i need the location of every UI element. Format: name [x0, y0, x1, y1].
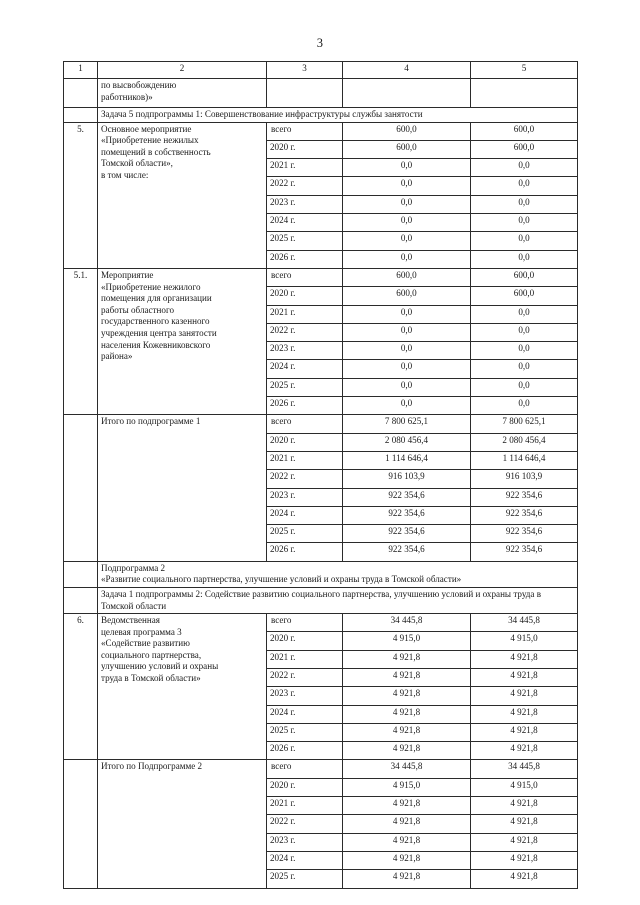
item5-period-label-6: 2025 г.	[267, 232, 343, 250]
total-sub2-title: Итого по Подпрограмме 2	[98, 760, 267, 888]
item6-title-line-2: целевая программа 3	[101, 626, 182, 637]
column-header-3: 3	[267, 62, 343, 79]
item6-col5-6: 4 921,8	[471, 723, 578, 741]
item6-col4-3: 4 921,8	[343, 668, 471, 686]
item5-1-title-line-8: района»	[101, 351, 133, 362]
total-sub1-col5-6: 922 354,6	[471, 525, 578, 543]
total-sub1-col4-0: 7 800 625,1	[343, 415, 471, 433]
item5-1-title-line-3: помещения для организации	[101, 293, 212, 304]
total-sub1-col4-2: 1 114 646,4	[343, 451, 471, 469]
item5-col5-3: 0,0	[471, 177, 578, 195]
item5-1-period-label-2: 2021 г.	[267, 305, 343, 323]
total-sub2-col5-2: 4 921,8	[471, 797, 578, 815]
item5-1-period-label-1: 2020 г.	[267, 287, 343, 305]
item5-1-title-line-5: государственного казенного	[101, 316, 210, 327]
row-number-empty	[64, 79, 98, 108]
table-row-task5-header	[64, 108, 578, 123]
continued-col3-empty	[267, 79, 343, 108]
item5-period-label-1: 2020 г.	[267, 140, 343, 158]
item6-col4-1: 4 915,0	[343, 632, 471, 650]
total-sub2-col4-0: 34 445,8	[343, 760, 471, 778]
column-header-1: 1	[64, 62, 98, 79]
item5-col5-0: 600,0	[471, 122, 578, 140]
item6-period-label-2: 2021 г.	[267, 650, 343, 668]
table-row-total-sub2-total	[64, 760, 578, 778]
item6-period-label-0: всего	[267, 614, 343, 632]
item5-1-col4-7: 0,0	[343, 397, 471, 415]
table-row-column-numbers	[64, 62, 578, 79]
subprogram2-header-text	[98, 561, 578, 587]
item6-title-line-3: «Содействие развитию	[101, 638, 190, 649]
item5-1-period-label-3: 2022 г.	[267, 323, 343, 341]
item6-title	[98, 614, 267, 760]
total-sub2-period-label-6: 2025 г.	[267, 870, 343, 888]
item5-1-number: 5.1.	[64, 268, 98, 414]
item5-1-col4-6: 0,0	[343, 378, 471, 396]
continued-text-cell	[98, 79, 267, 108]
item6-col4-6: 4 921,8	[343, 723, 471, 741]
total-sub2-period-label-0: всего	[267, 760, 343, 778]
item6-col4-2: 4 921,8	[343, 650, 471, 668]
item5-1-period-label-0: всего	[267, 268, 343, 286]
item5-1-col5-7: 0,0	[471, 397, 578, 415]
total-sub2-col5-3: 4 921,8	[471, 815, 578, 833]
item5-period-label-3: 2022 г.	[267, 177, 343, 195]
item5-1-title	[98, 268, 267, 414]
item6-period-label-6: 2025 г.	[267, 723, 343, 741]
column-header-4: 4	[343, 62, 471, 79]
continued-col4-empty	[343, 79, 471, 108]
item5-col5-7: 0,0	[471, 250, 578, 268]
item6-title-line-6: труда в Томской области»	[101, 673, 201, 684]
item5-title	[98, 122, 267, 268]
item6-period-label-7: 2026 г.	[267, 742, 343, 760]
task5-header-text: Задача 5 подпрограммы 1: Совершенствование инфраструктуры службы занятости	[98, 108, 578, 123]
total-sub2-col5-4: 4 921,8	[471, 833, 578, 851]
total-sub1-period-label-5: 2024 г.	[267, 506, 343, 524]
item5-title-line-5: в том числе:	[101, 169, 149, 180]
item6-col4-4: 4 921,8	[343, 687, 471, 705]
total-sub2-col4-2: 4 921,8	[343, 797, 471, 815]
item5-1-period-label-6: 2025 г.	[267, 378, 343, 396]
item6-col5-5: 4 921,8	[471, 705, 578, 723]
item5-1-period-label-5: 2024 г.	[267, 360, 343, 378]
total-sub1-period-label-7: 2026 г.	[267, 543, 343, 561]
item5-1-col4-4: 0,0	[343, 342, 471, 360]
item5-1-col5-4: 0,0	[471, 342, 578, 360]
item5-1-col5-2: 0,0	[471, 305, 578, 323]
total-sub1-col5-0: 7 800 625,1	[471, 415, 578, 433]
item5-title-line-4: Томской области»,	[101, 158, 173, 169]
total-sub2-col5-6: 4 921,8	[471, 870, 578, 888]
item5-period-label-2: 2021 г.	[267, 159, 343, 177]
item5-1-title-line-4: работы областного	[101, 304, 174, 315]
total-sub1-col5-1: 2 080 456,4	[471, 433, 578, 451]
item5-1-col4-2: 0,0	[343, 305, 471, 323]
item5-col4-1: 600,0	[343, 140, 471, 158]
item5-1-title-line-7: населения Кожевниковского	[101, 339, 211, 350]
item5-title-line-2: «Приобретение нежилых	[101, 135, 199, 146]
total-sub1-period-label-0: всего	[267, 415, 343, 433]
item6-period-label-3: 2022 г.	[267, 668, 343, 686]
item5-col5-4: 0,0	[471, 195, 578, 213]
item6-title-line-5: улучшению условий и охраны	[101, 661, 219, 672]
column-header-5: 5	[471, 62, 578, 79]
item5-col4-5: 0,0	[343, 214, 471, 232]
item6-number: 6.	[64, 614, 98, 760]
item5-1-col4-3: 0,0	[343, 323, 471, 341]
total-sub1-col5-3: 916 103,9	[471, 470, 578, 488]
total-sub1-col5-4: 922 354,6	[471, 488, 578, 506]
item5-1-period-label-4: 2023 г.	[267, 342, 343, 360]
item5-1-col5-6: 0,0	[471, 378, 578, 396]
total-sub2-col4-6: 4 921,8	[343, 870, 471, 888]
total-sub1-period-label-3: 2022 г.	[267, 470, 343, 488]
item6-title-line-4: социального партнерства,	[101, 649, 202, 660]
total-sub2-col4-3: 4 921,8	[343, 815, 471, 833]
item6-period-label-5: 2024 г.	[267, 705, 343, 723]
item5-1-col5-3: 0,0	[471, 323, 578, 341]
total-sub1-col5-2: 1 114 646,4	[471, 451, 578, 469]
item5-number: 5.	[64, 122, 98, 268]
total-sub2-number-empty	[64, 760, 98, 888]
item5-1-col5-5: 0,0	[471, 360, 578, 378]
item5-col4-2: 0,0	[343, 159, 471, 177]
item6-col5-3: 4 921,8	[471, 668, 578, 686]
item5-col4-7: 0,0	[343, 250, 471, 268]
total-sub2-period-label-4: 2023 г.	[267, 833, 343, 851]
total-sub2-col5-1: 4 915,0	[471, 778, 578, 796]
table-row-total-sub1-total	[64, 415, 578, 433]
total-sub2-col4-5: 4 921,8	[343, 851, 471, 869]
page-number: 3	[316, 36, 324, 50]
item5-1-col5-1: 600,0	[471, 287, 578, 305]
item5-title-line-3: помещений в собственность	[101, 146, 211, 157]
table-row-item5-1-total	[64, 268, 578, 286]
item5-col4-0: 600,0	[343, 122, 471, 140]
item6-col5-7: 4 921,8	[471, 742, 578, 760]
item6-col4-5: 4 921,8	[343, 705, 471, 723]
total-sub1-col5-5: 922 354,6	[471, 506, 578, 524]
item5-col4-6: 0,0	[343, 232, 471, 250]
task5-number-empty	[64, 108, 98, 123]
item5-period-label-4: 2023 г.	[267, 195, 343, 213]
task1-subprogram2-text: Задача 1 подпрограммы 2: Содействие развитию социального партнерства, улучшению условий и охраны труда в Томской области	[98, 587, 578, 613]
continued-text-line-2: работников)»	[101, 91, 153, 102]
subprogram2-header-line-2: «Развитие социального партнерства, улучшение условий и охраны труда в Томской области»	[101, 574, 462, 585]
item5-col5-2: 0,0	[471, 159, 578, 177]
table-row-item6-total	[64, 614, 578, 632]
table-row-continued-text	[64, 79, 578, 108]
item5-1-period-label-7: 2026 г.	[267, 397, 343, 415]
column-header-2: 2	[98, 62, 267, 79]
total-sub1-col4-7: 922 354,6	[343, 543, 471, 561]
total-sub1-period-label-6: 2025 г.	[267, 525, 343, 543]
item5-period-label-0: всего	[267, 122, 343, 140]
item5-col5-5: 0,0	[471, 214, 578, 232]
item5-1-col4-0: 600,0	[343, 268, 471, 286]
total-sub1-period-label-4: 2023 г.	[267, 488, 343, 506]
item5-col4-4: 0,0	[343, 195, 471, 213]
item6-col5-0: 34 445,8	[471, 614, 578, 632]
task1-sub2-number-empty	[64, 587, 98, 613]
table-row-task1-subprogram2	[64, 587, 578, 613]
total-sub1-col4-3: 916 103,9	[343, 470, 471, 488]
item5-period-label-7: 2026 г.	[267, 250, 343, 268]
total-sub1-col4-1: 2 080 456,4	[343, 433, 471, 451]
item6-col5-4: 4 921,8	[471, 687, 578, 705]
total-sub2-col4-4: 4 921,8	[343, 833, 471, 851]
item6-col5-1: 4 915,0	[471, 632, 578, 650]
item6-col4-0: 34 445,8	[343, 614, 471, 632]
continued-col5-empty	[471, 79, 578, 108]
budget-table	[63, 61, 578, 889]
item5-1-title-line-1: Мероприятие	[101, 269, 154, 280]
total-sub1-col5-7: 922 354,6	[471, 543, 578, 561]
item5-col4-3: 0,0	[343, 177, 471, 195]
item5-col5-6: 0,0	[471, 232, 578, 250]
table-row-item5-total	[64, 122, 578, 140]
item5-1-col5-0: 600,0	[471, 268, 578, 286]
item6-period-label-1: 2020 г.	[267, 632, 343, 650]
subprogram2-number-empty	[64, 561, 98, 587]
total-sub2-col5-5: 4 921,8	[471, 851, 578, 869]
total-sub1-period-label-1: 2020 г.	[267, 433, 343, 451]
item6-col5-2: 4 921,8	[471, 650, 578, 668]
total-sub2-col4-1: 4 915,0	[343, 778, 471, 796]
total-sub1-col4-5: 922 354,6	[343, 506, 471, 524]
table-row-subprogram2-header	[64, 561, 578, 587]
item5-1-col4-1: 600,0	[343, 287, 471, 305]
item5-title-line-1: Основное мероприятие	[101, 123, 192, 134]
total-sub2-period-label-1: 2020 г.	[267, 778, 343, 796]
item6-period-label-4: 2023 г.	[267, 687, 343, 705]
total-sub1-col4-6: 922 354,6	[343, 525, 471, 543]
item5-1-title-line-2: «Приобретение нежилого	[101, 281, 201, 292]
total-sub2-col5-0: 34 445,8	[471, 760, 578, 778]
total-sub2-period-label-5: 2024 г.	[267, 851, 343, 869]
continued-text-line-1: по высвобождению	[101, 80, 177, 90]
subprogram2-header-line-1: Подпрограмма 2	[101, 562, 166, 573]
total-sub2-period-label-3: 2022 г.	[267, 815, 343, 833]
item5-period-label-5: 2024 г.	[267, 214, 343, 232]
item5-col5-1: 600,0	[471, 140, 578, 158]
item6-col4-7: 4 921,8	[343, 742, 471, 760]
total-sub1-period-label-2: 2021 г.	[267, 451, 343, 469]
total-sub1-title: Итого по подпрограмме 1	[98, 415, 267, 561]
item5-1-col4-5: 0,0	[343, 360, 471, 378]
total-sub1-col4-4: 922 354,6	[343, 488, 471, 506]
total-sub1-number-empty	[64, 415, 98, 561]
item5-1-title-line-6: учреждения центра занятости	[101, 327, 217, 338]
item6-title-line-1: Ведомственная	[101, 615, 160, 626]
budget-table-container	[63, 61, 577, 889]
total-sub2-period-label-2: 2021 г.	[267, 797, 343, 815]
